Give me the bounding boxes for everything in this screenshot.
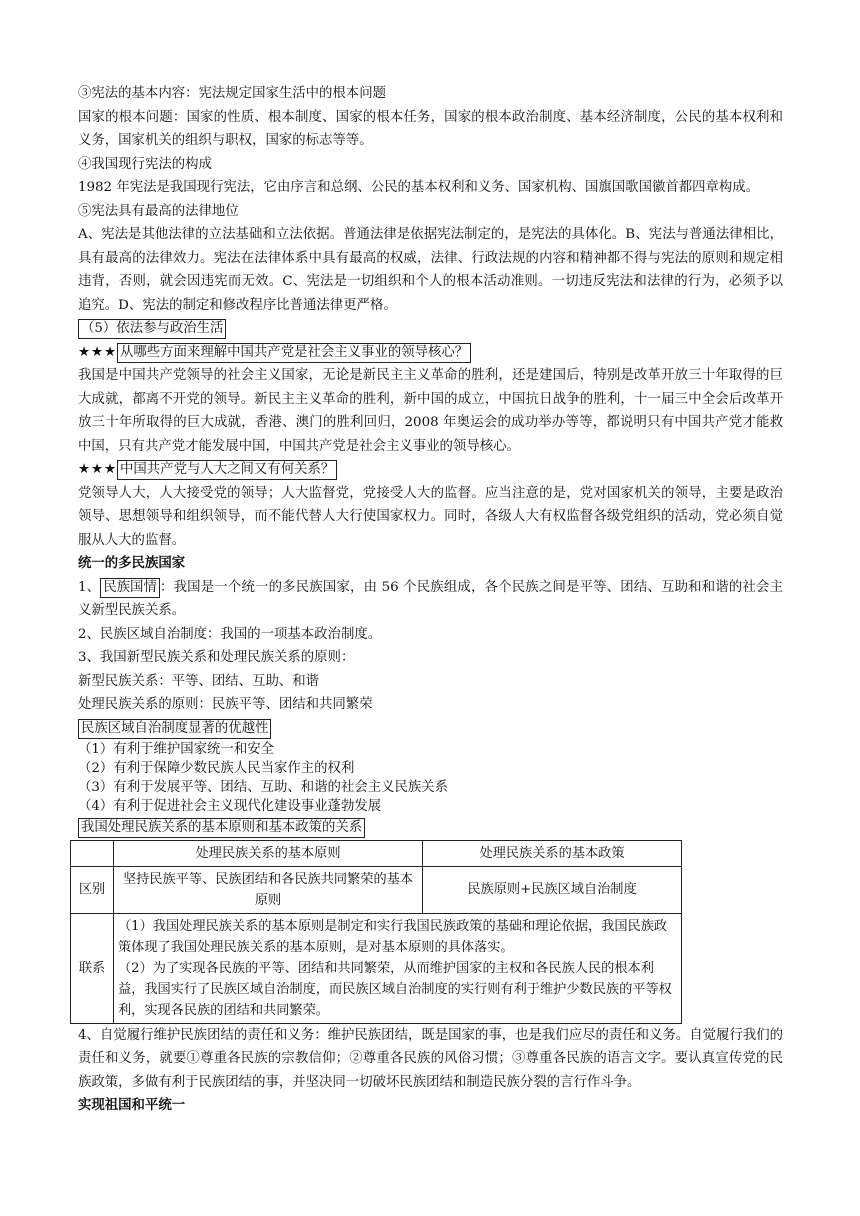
boxed-heading: （5）依法参与政治生活 bbox=[78, 319, 226, 339]
paragraph: 处理民族关系的原则：民族平等、团结和共同繁荣 bbox=[78, 697, 373, 712]
paragraph: 我国是中国共产党领导的社会主义国家，无论是新民主主义革命的胜利，还是建国后，特别是改革开放三十年取得的巨大成就，都离不开党的领导。新民主主义革命的胜利，新中国的成立，中国抗日战争的胜利，十一届三中全会后改革开放三十年所取得的巨大成就，香港、澳门的胜利回归，2008 年奥运会的成功举办等等，都说明只有中国共产党才能救中国，只有共产党才能发展中国，中国共产党是社会主义事业的领导核心。 bbox=[78, 368, 783, 454]
boxed-heading: 民族区域自治制度显著的优越性 bbox=[78, 719, 271, 739]
paragraph: ③宪法的基本内容：宪法规定国家生活中的根本问题 bbox=[78, 86, 386, 101]
paragraph: 4、自觉履行维护民族团结的责任和义务：维护民族团结，既是国家的事，也是我们应尽的责任和义务。自觉履行我们的责任和义务，就要①尊重各民族的宗教信仰；②尊重各民族的风俗习惯；③尊重各民族的语言文字。要认真宣传党的民族政策，多做有利于民族团结的事，并坚决同一切破坏民族团结和制造民族分裂的言行作斗争。 bbox=[78, 1027, 783, 1090]
question-line bbox=[78, 341, 783, 365]
boxed-heading: 我国处理民族关系的基本原则和基本政策的关系 bbox=[78, 818, 365, 838]
question-line bbox=[78, 458, 783, 482]
relation-table bbox=[70, 840, 682, 1024]
table-row bbox=[71, 913, 682, 1023]
boxed-question: 从哪些方面来理解中国共产党是社会主义事业的领导核心？ bbox=[117, 343, 471, 363]
list-item: （3）有利于发展平等、团结、互助、和谐的社会主义民族关系 bbox=[78, 780, 449, 795]
cell-paragraph: （2）为了实现各民族的平等、团结和共同繁荣，从而维护国家的主权和各民族人民的根本利益，我国实行了民族区域自治制度，而民族区域自治制度的实行则有利于维护少数民族的平等权利，实现各民族的团结和共同繁荣。 bbox=[118, 960, 672, 1018]
boxed-question: 中国共产党与人大之间又有何关系？ bbox=[117, 460, 337, 480]
row-label-cell: 联系 bbox=[71, 913, 114, 1023]
table-cell: 坚持民族平等、民族团结和各民族共同繁荣的基本原则 bbox=[114, 866, 423, 913]
section-heading: 统一的多民族国家 bbox=[78, 555, 186, 571]
table-cell: 民族原则+民族区域自治制度 bbox=[423, 866, 682, 913]
table-header-cell: 处理民族关系的基本政策 bbox=[423, 840, 682, 866]
table-merged-cell bbox=[114, 913, 682, 1023]
cell-paragraph: （1）我国处理民族关系的基本原则是制定和实行我国民族政策的基础和理论依据，我国民族政策体现了我国处理民族关系的基本原则，是对基本原则的具体落实。 bbox=[118, 918, 668, 955]
table-header-cell: 处理民族关系的基本原则 bbox=[114, 840, 423, 866]
paragraph: 3、我国新型民族关系和处理民族关系的原则： bbox=[78, 650, 355, 665]
document-page bbox=[78, 82, 783, 1118]
paragraph: ④我国现行宪法的构成 bbox=[78, 156, 212, 172]
paragraph: ⑤宪法具有最高的法律地位 bbox=[78, 203, 239, 219]
section-heading: 实现祖国和平统一 bbox=[78, 1097, 186, 1113]
paragraph: 2、民族区域自治制度：我国的一项基本政治制度。 bbox=[78, 626, 382, 642]
paragraph: 国家的根本问题：国家的性质、根本制度、国家的根本任务，国家的根本政治制度、基本经济制度，公民的基本权利和义务，国家机关的组织与职权，国家的标志等等。 bbox=[78, 109, 783, 148]
section-heading-box bbox=[78, 717, 783, 741]
list-item: （1）有利于维护国家统一和安全 bbox=[78, 742, 274, 757]
star-icon: ★★★ bbox=[78, 344, 118, 360]
boxed-term: 民族国情 bbox=[100, 578, 160, 598]
paragraph: 1982 年宪法是我国现行宪法，它由序言和总纲、公民的基本权利和义务、国家机构、国旗国歌国徽首都四章构成。 bbox=[78, 180, 760, 195]
paragraph: A、宪法是其他法律的立法基础和立法依据。普通法律是依据宪法制定的，是宪法的具体化。B、宪法与普通法律相比，具有最高的法律效力。宪法在法律体系中具有最高的权威，法律、行政法规的内容和精神都不得与宪法的原则和规定相违背，否则，就会因违宪而无效。C、宪法是一切组织和个人的根本活动准则。一切违反宪法和法律的行为，必须予以追究。D、宪法的制定和修改程序比普通法律更严格。 bbox=[78, 227, 783, 313]
paragraph bbox=[78, 576, 783, 623]
list-item: （2）有利于保障少数民族人民当家作主的权利 bbox=[78, 761, 355, 776]
paragraph: 新型民族关系：平等、团结、互助、和谐 bbox=[78, 673, 320, 689]
list-item: （4）有利于促进社会主义现代化建设事业蓬勃发展 bbox=[78, 799, 382, 814]
section-heading-box bbox=[78, 317, 783, 341]
row-label-cell: 区别 bbox=[71, 866, 114, 913]
section-heading-box bbox=[78, 816, 783, 840]
table-header-row bbox=[71, 840, 682, 866]
paragraph: 党领导人大，人大接受党的领导；人大监督党，党接受人大的监督。应当注意的是，党对国家机关的领导，主要是政治领导、思想领导和组织领导，而不能代替人大行使国家权力。同时，各级人大有权监督各级党组织的活动，党必须自觉服从人大的监督。 bbox=[78, 485, 783, 548]
table-row bbox=[71, 866, 682, 913]
item-text: ：我国是一个统一的多民族国家，由 56 个民族组成，各个民族之间是平等、团结、互助和和谐的社会主义新型民族关系。 bbox=[78, 579, 783, 618]
item-number: 1、 bbox=[78, 579, 101, 595]
star-icon: ★★★ bbox=[78, 462, 118, 477]
table-corner-cell bbox=[71, 840, 114, 866]
